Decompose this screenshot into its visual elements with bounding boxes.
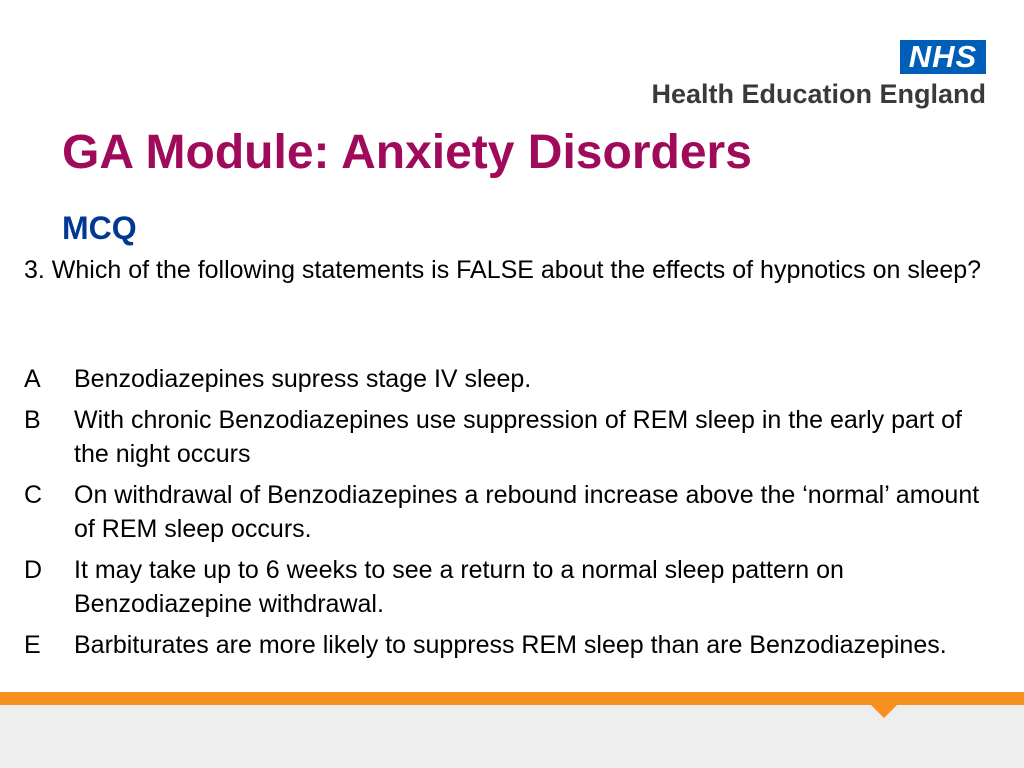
option-d bbox=[24, 553, 984, 621]
option-a bbox=[24, 362, 984, 396]
nhs-hee-logo bbox=[626, 40, 986, 112]
slide-subtitle: MCQ bbox=[62, 210, 137, 246]
option-e bbox=[24, 628, 984, 662]
option-b bbox=[24, 403, 984, 471]
option-text: Barbiturates are more likely to suppress REM sleep than are Benzodiazepines. bbox=[74, 631, 947, 659]
option-letter: D bbox=[24, 556, 43, 584]
option-text: Benzodiazepines supress stage IV sleep. bbox=[74, 365, 532, 393]
option-letter: E bbox=[24, 631, 41, 659]
footer-notch-shape bbox=[870, 704, 898, 718]
nhs-logo-box bbox=[900, 40, 986, 74]
slide-footer bbox=[0, 692, 1024, 768]
option-letter: B bbox=[24, 406, 41, 434]
answer-options bbox=[24, 362, 984, 669]
option-text: With chronic Benzodiazepines use suppression of REM sleep in the early part of the night occurs bbox=[74, 406, 962, 468]
option-text: On withdrawal of Benzodiazepines a rebound increase above the ‘normal’ amount of REM sleep occurs. bbox=[74, 481, 980, 543]
option-text: It may take up to 6 weeks to see a return to a normal sleep pattern on Benzodiazepine withdrawal. bbox=[74, 556, 844, 618]
slide-title: GA Module: Anxiety Disorders bbox=[62, 126, 752, 179]
option-letter: A bbox=[24, 365, 41, 393]
option-c bbox=[24, 478, 984, 546]
question-text: 3. Which of the following statements is FALSE about the effects of hypnotics on sleep? bbox=[24, 256, 982, 284]
nhs-logo-text: NHS bbox=[908, 39, 978, 74]
option-letter: C bbox=[24, 481, 43, 509]
organisation-name: Health Education England bbox=[651, 79, 986, 109]
